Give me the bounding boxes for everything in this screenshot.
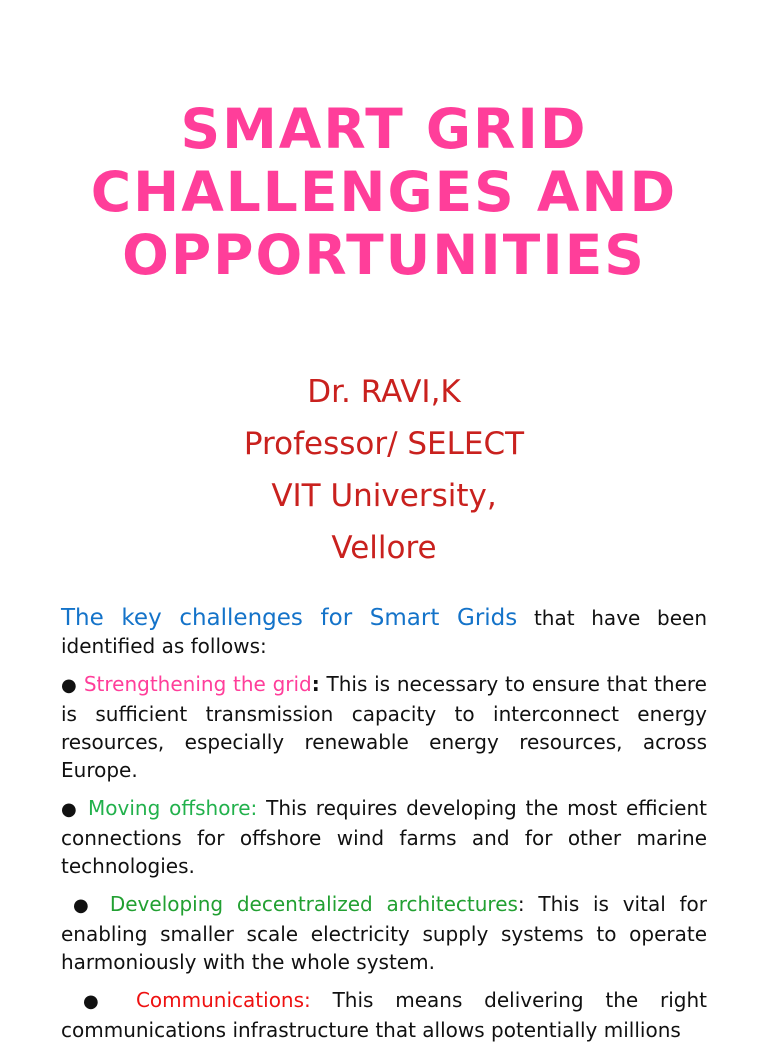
author-city: Vellore [331,530,437,566]
challenge-term: Moving offshore: [88,796,258,820]
document-title [0,98,768,287]
challenge-text: This means delivering the right communications infrastructure that allows potentially millions [61,988,708,1042]
challenge-term: Communications: [135,988,311,1012]
intro-paragraph [61,604,707,660]
document-body [61,604,707,1054]
challenge-text: This is necessary to ensure that there is sufficient transmission capacity to interconnect energy resources, especially renewable energy resources, across Europe. [61,672,707,782]
challenge-item [61,986,707,1044]
bullet-icon: ● [73,895,97,916]
challenge-item [61,670,707,784]
intro-heading: The key challenges for Smart Grids [61,605,518,631]
title-line-2: CHALLENGES AND [90,160,678,224]
challenge-term: Developing decentralized architectures [109,892,518,916]
challenge-text: : This is vital for enabling smaller scale electricity supply systems to operate harmoniously with the whole system. [61,892,707,974]
challenge-item [61,890,707,976]
challenge-term: Strengthening the grid [83,672,312,696]
title-line-3: OPPORTUNITIES [122,223,646,287]
author-position: Professor/ SELECT [243,426,525,462]
author-university: VIT University, [271,478,497,514]
author-block [0,366,768,574]
challenge-item [61,794,707,880]
author-name: Dr. RAVI,K [307,374,461,410]
bullet-icon: ● [83,991,115,1012]
bullet-icon: ● [61,675,78,696]
challenge-text: This requires developing the most efficient connections for offshore wind farms and for other marine technologies. [61,796,707,878]
challenge-separator: : [311,672,320,696]
bullet-icon: ● [61,799,80,820]
title-line-1: SMART GRID [180,97,588,161]
intro-text: that have been identified as follows: [61,606,707,658]
